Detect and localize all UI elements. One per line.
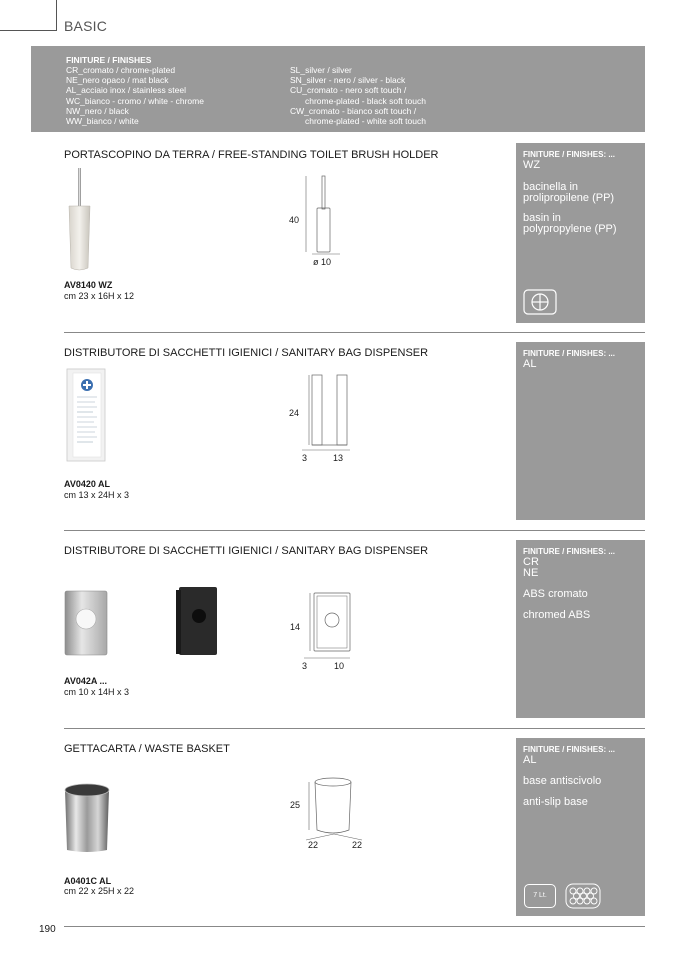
finish-box [516,738,645,916]
finish-legend-item: chrome-plated - black soft touch [305,95,426,106]
depth-width-dimension-line [300,447,355,453]
section-divider [64,728,645,729]
product-dimensions: cm 22 x 25H x 22 [64,886,135,896]
floor-stand-icon [523,289,557,315]
finish-code: WZ [523,159,541,171]
finish-code: CR [523,556,539,568]
finish-note: anti-slip base [523,795,588,808]
product-dimensions: cm 13 x 24H x 3 [64,490,130,500]
capacity-icon: 7 Lt. [524,884,556,908]
finish-codes [523,557,539,578]
product-code: AV042A ... [64,676,108,686]
finish-code: AL [523,754,537,766]
finish-codes [523,755,536,766]
product-code: AV0420 AL [64,479,111,489]
height-dimension: 25 [290,800,301,810]
finish-note: prolipropilene (PP) [523,191,615,204]
finish-notes [523,589,590,620]
product-photo-waste-basket [63,782,113,854]
finish-notes [523,776,601,807]
section-divider [64,332,645,333]
finish-box [516,143,645,323]
finish-heading: FINITURE / FINISHES: ... [523,547,616,556]
corner-mark [56,0,57,31]
depth-dimension: 3 [302,661,308,671]
width-dimension: 10 [334,661,345,671]
finish-legend-item: SN_silver - nero / silver - black [290,75,406,86]
finish-code: NE [523,566,539,579]
product-title: PORTASCOPINO DA TERRA / FREE-STANDING TOILET BRUSH HOLDER [64,149,439,161]
finish-note: basin in [523,212,561,224]
height-dimension: 14 [290,622,301,632]
finish-note: chromed ABS [523,608,591,621]
finish-legend-item: WC_bianco - cromo / white - chrome [66,95,204,106]
product-title: DISTRIBUTORE DI SACCHETTI IGIENICI / SANITARY BAG DISPENSER [64,545,429,557]
product-code: AV8140 WZ [64,280,113,290]
finish-heading: FINITURE / FINISHES: ... [523,150,616,159]
technical-drawing-waste-basket [309,776,361,840]
finish-box [516,342,645,520]
finish-legend-item: AL_acciaio inox / stainless steel [66,85,187,96]
width-dimension-line [312,252,342,256]
finishes-column-1 [66,65,204,126]
width-dimension: 22 [308,840,319,850]
product-photo-black-dispenser [175,586,221,658]
finish-note: polypropylene (PP) [523,222,617,235]
finish-legend-item: CU_cromato - nero soft touch / [290,85,407,96]
footer-divider [64,926,645,927]
height-dimension: 24 [289,408,300,418]
finish-legend-item: chrome-plated - white soft touch [305,116,426,127]
finish-notes [523,182,617,234]
width-dimension: 13 [333,453,344,463]
section-divider [64,530,645,531]
page-number: 190 [39,924,56,935]
corner-mark [0,30,56,31]
height-dimension-line [304,176,308,254]
finishes-banner [31,46,645,132]
product-code: A0401C AL [64,876,112,886]
finish-legend-item: NW_nero / black [66,105,129,116]
product-photo-brush-holder [62,168,102,273]
finish-note: ABS cromato [523,588,588,600]
product-photo-bag-dispenser [67,369,109,462]
finish-note: bacinella in [523,181,579,193]
product-dimensions: cm 10 x 14H x 3 [64,687,130,697]
finish-code: AL [523,358,537,370]
technical-drawing-brush-holder [312,176,338,256]
product-title: DISTRIBUTORE DI SACCHETTI IGIENICI / SANITARY BAG DISPENSER [64,347,429,359]
finishes-column-2 [290,65,426,126]
banner-heading: FINITURE / FINISHES [66,55,152,65]
finish-legend-item: SL_silver / silver [290,65,352,75]
section-title: BASIC [64,18,108,34]
finish-box [516,540,645,718]
finish-legend-item: CR_cromato / chrome-plated [66,65,176,75]
finish-note: base antiscivolo [523,775,602,787]
finish-codes [523,359,536,370]
anti-slip-pattern-icon [565,883,601,909]
finish-legend-item: WW_bianco / white [66,116,139,127]
finish-heading: FINITURE / FINISHES: ... [523,349,616,358]
diameter-dimension: ø 10 [313,257,332,267]
technical-drawing-compact-dispenser [309,592,353,656]
product-title: GETTACARTA / WASTE BASKET [64,743,230,755]
technical-drawing-bag-dispenser [309,373,351,449]
product-photo-chrome-dispenser [64,590,110,658]
finish-legend-item: CW_cromato - bianco soft touch / [290,105,417,116]
product-dimensions: cm 23 x 16H x 12 [64,291,135,301]
height-dimension: 40 [289,215,300,225]
finish-codes [523,160,540,171]
finish-legend-item: NE_nero opaco / mat black [66,75,169,86]
depth-width-dimension-line [302,655,352,661]
depth-dimension: 22 [352,840,363,850]
depth-dimension: 3 [302,453,308,463]
finish-heading: FINITURE / FINISHES: ... [523,745,616,754]
